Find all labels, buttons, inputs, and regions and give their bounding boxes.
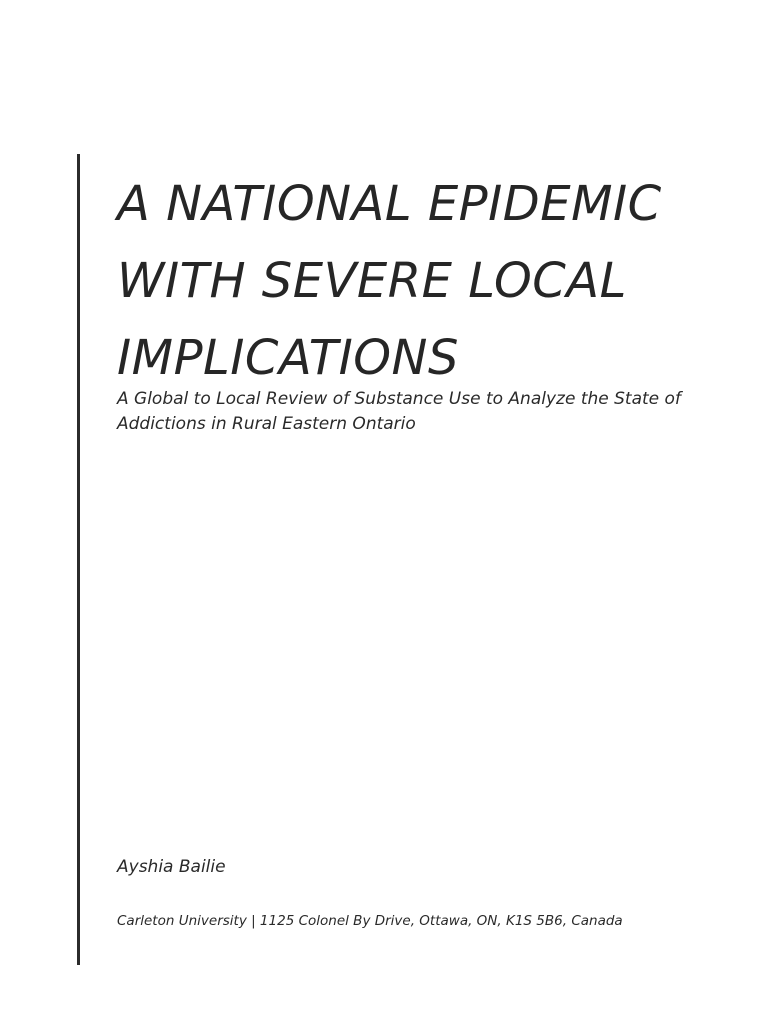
title-line-1: A NATIONAL EPIDEMIC	[117, 176, 662, 232]
title-line-3: IMPLICATIONS	[117, 330, 459, 386]
title-line-2: WITH SEVERE LOCAL	[117, 253, 627, 309]
affiliation-address: Carleton University | 1125 Colonel By Drive, Ottawa, ON, K1S 5B6, Canada	[117, 913, 623, 929]
document-title	[117, 166, 737, 397]
document-subtitle: A Global to Local Review of Substance Use to Analyze the State of Addictions in Rural Eastern Ontario	[117, 389, 681, 434]
vertical-accent-rule	[77, 154, 80, 965]
author-name: Ayshia Bailie	[117, 857, 226, 877]
